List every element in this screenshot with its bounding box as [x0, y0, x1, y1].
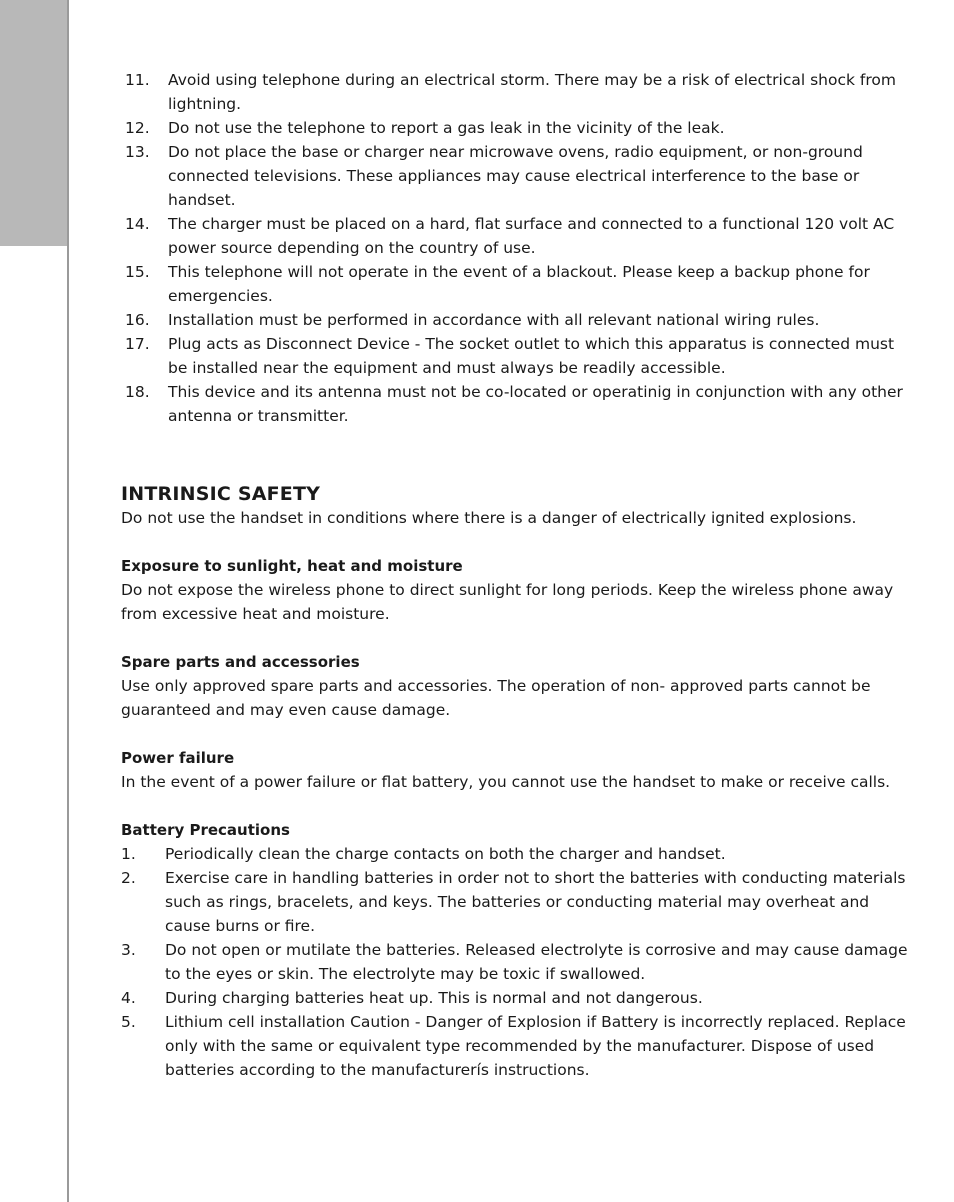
- list-item: [121, 116, 911, 140]
- item-text: This device and its antenna must not be co-located or operatinig in conjunction with any other antenna or transmitter.: [168, 383, 903, 425]
- list-item: [121, 140, 911, 212]
- item-number: 3.: [121, 941, 136, 959]
- item-text: Periodically clean the charge contacts on both the charger and handset.: [165, 845, 726, 863]
- list-item: [121, 1010, 911, 1082]
- item-text: Do not place the base or charger near microwave ovens, radio equipment, or non-ground connected televisions. These appliances may cause electrical interference to the base or handset.: [168, 143, 863, 209]
- item-number: 2.: [121, 869, 136, 887]
- item-number: 12.: [125, 119, 150, 137]
- item-text: Installation must be performed in accordance with all relevant national wiring rules.: [168, 311, 820, 329]
- list-item: [121, 866, 911, 938]
- sunlight-text: Do not expose the wireless phone to direct sunlight for long periods. Keep the wireless phone away from excessive heat and moisture.: [121, 581, 894, 623]
- item-number: 16.: [125, 311, 150, 329]
- power-failure-heading: Power failure: [121, 749, 235, 767]
- item-number: 11.: [125, 71, 150, 89]
- item-text: The charger must be placed on a hard, flat surface and connected to a functional 120 volt AC power source depending on the country of use.: [168, 215, 895, 257]
- item-text: This telephone will not operate in the event of a blackout. Please keep a backup phone for emergencies.: [168, 263, 870, 305]
- item-number: 15.: [125, 263, 150, 281]
- battery-precautions-list: [121, 842, 911, 1082]
- item-number: 17.: [125, 335, 150, 353]
- power-failure-text: In the event of a power failure or flat battery, you cannot use the handset to make or receive calls.: [121, 773, 891, 791]
- item-text: During charging batteries heat up. This is normal and not dangerous.: [165, 989, 703, 1007]
- page-content: [121, 68, 911, 1082]
- battery-precautions-heading: Battery Precautions: [121, 821, 290, 839]
- list-item: [121, 332, 911, 380]
- spare-parts-text: Use only approved spare parts and accessories. The operation of non- approved parts cannot be guaranteed and may even cause damage.: [121, 677, 871, 719]
- spare-parts-heading: Spare parts and accessories: [121, 653, 360, 671]
- item-number: 4.: [121, 989, 136, 1007]
- item-text: Lithium cell installation Caution - Danger of Explosion if Battery is incorrectly replaced. Replace only with the same or equivalent type recommended by the manufacturer. Dispose of used batteries according to the manufacturerís instructions.: [165, 1013, 906, 1079]
- safety-instructions-list: [121, 68, 911, 428]
- item-text: Avoid using telephone during an electrical storm. There may be a risk of electrical shock from lightning.: [168, 71, 896, 113]
- side-margin-rule: [67, 0, 69, 1202]
- intrinsic-safety-text: Do not use the handset in conditions where there is a danger of electrically ignited explosions.: [121, 509, 857, 527]
- item-number: 18.: [125, 383, 150, 401]
- item-text: Exercise care in handling batteries in order not to short the batteries with conducting materials such as rings, bracelets, and keys. The batteries or conducting material may overheat and cause burns or fire.: [165, 869, 906, 935]
- sunlight-heading: Exposure to sunlight, heat and moisture: [121, 557, 463, 575]
- intrinsic-safety-heading: INTRINSIC SAFETY: [121, 483, 321, 505]
- item-text: Plug acts as Disconnect Device - The socket outlet to which this apparatus is connected must be installed near the equipment and must always be readily accessible.: [168, 335, 895, 377]
- item-number: 13.: [125, 143, 150, 161]
- list-item: [121, 380, 911, 428]
- item-text: Do not open or mutilate the batteries. Released electrolyte is corrosive and may cause damage to the eyes or skin. The electrolyte may be toxic if swallowed.: [165, 941, 908, 983]
- list-item: [121, 68, 911, 116]
- list-item: [121, 842, 911, 866]
- list-item: [121, 986, 911, 1010]
- side-tab-marker: [0, 0, 67, 246]
- list-item: [121, 308, 911, 332]
- item-number: 5.: [121, 1013, 136, 1031]
- list-item: [121, 938, 911, 986]
- item-number: 1.: [121, 845, 136, 863]
- list-item: [121, 260, 911, 308]
- list-item: [121, 212, 911, 260]
- item-number: 14.: [125, 215, 150, 233]
- item-text: Do not use the telephone to report a gas leak in the vicinity of the leak.: [168, 119, 725, 137]
